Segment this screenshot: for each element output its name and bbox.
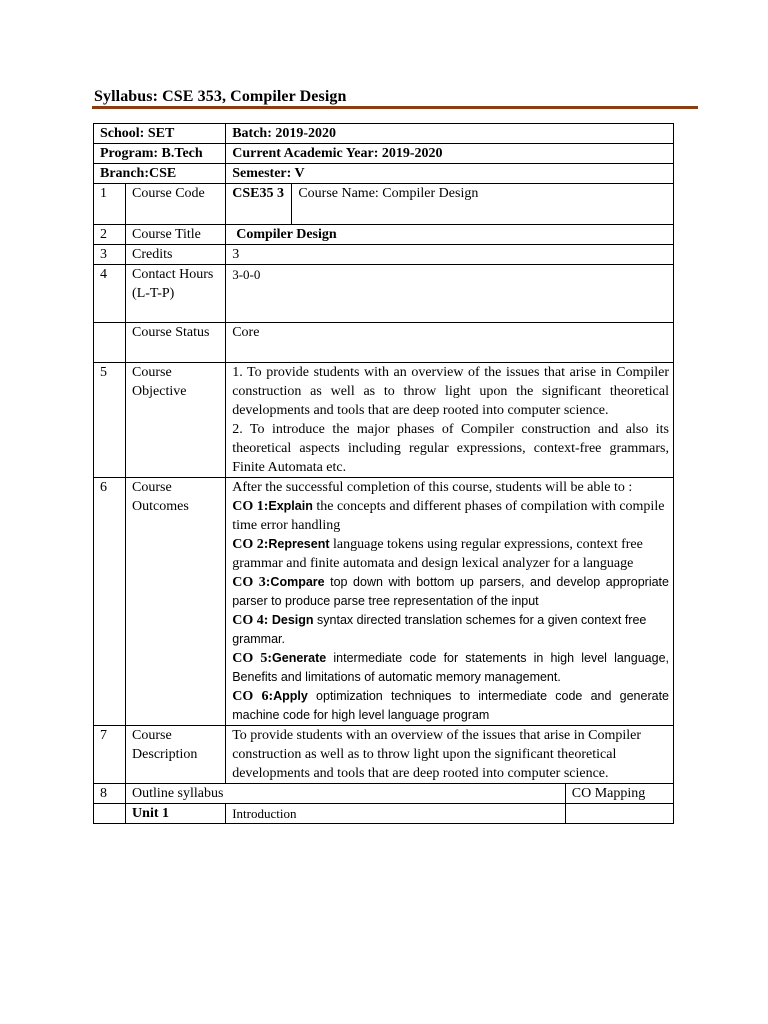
course-outcomes-value — [226, 478, 674, 726]
outcome-item — [232, 611, 669, 649]
table-row — [94, 363, 674, 478]
row-number: 6 — [94, 478, 126, 726]
school-cell: School: SET — [94, 124, 226, 144]
semester-cell: Semester: V — [226, 164, 674, 184]
course-code-value: CSE35 3 — [226, 184, 292, 225]
row-number: 8 — [94, 784, 126, 804]
branch-cell: Branch:CSE — [94, 164, 226, 184]
co-text: optimization techniques to intermediate code and generate machine code for high level language program — [232, 689, 669, 722]
co-text: language tokens using regular expressions, context free grammar and finite automata and design lexical analyzer for a language — [232, 537, 643, 571]
outcome-item — [232, 497, 669, 535]
co-verb: Design — [271, 613, 314, 627]
course-name-value: Course Name: Compiler Design — [292, 184, 674, 225]
table-row — [94, 726, 674, 784]
outcome-item — [232, 535, 669, 573]
co-id: CO 3: — [232, 575, 271, 590]
co-id: CO 5: — [232, 651, 273, 666]
co-text: top down with bottom up parsers, and develop appropriate parser to produce parse tree representation of the input — [232, 575, 669, 608]
row-label: Course Objective — [126, 363, 226, 478]
co-id: CO 1: — [232, 499, 269, 514]
row-label: Course Title — [126, 225, 226, 245]
course-objective-value — [226, 363, 674, 478]
table-row — [94, 478, 674, 726]
outcome-item — [232, 649, 669, 687]
table-row — [94, 225, 674, 245]
document-title: Syllabus: CSE 353, Compiler Design — [94, 88, 347, 105]
title-underline — [92, 106, 698, 109]
table-row — [94, 124, 674, 144]
outline-syllabus-label: Outline syllabus — [126, 784, 566, 804]
table-row — [94, 184, 674, 225]
table-row — [94, 323, 674, 363]
table-row — [94, 144, 674, 164]
contact-hours-value: 3-0-0 — [226, 265, 674, 323]
co-text: intermediate code for statements in high level language, Benefits and limitations of automatic memory management. — [232, 651, 669, 684]
row-label: Course Code — [126, 184, 226, 225]
outcome-item — [232, 573, 669, 611]
co-text: the concepts and different phases of compilation with compile time error handling — [232, 499, 665, 533]
outcomes-intro: After the successful completion of this course, students will be able to : — [232, 480, 633, 495]
row-number: 5 — [94, 363, 126, 478]
academic-year-cell: Current Academic Year: 2019-2020 — [226, 144, 674, 164]
row-label: Contact Hours (L-T-P) — [126, 265, 226, 323]
row-number: 7 — [94, 726, 126, 784]
outcome-item — [232, 687, 669, 725]
co-verb: Explain — [268, 499, 313, 513]
row-number: 3 — [94, 245, 126, 265]
table-row — [94, 265, 674, 323]
co-id: CO 2: — [232, 537, 269, 552]
row-number: 4 — [94, 265, 126, 323]
objective-item: 2. To introduce the major phases of Compiler construction and also its theoretical aspects including regular expressions, context-free grammars, Finite Automata etc. — [232, 422, 669, 475]
co-id: CO 4: — [232, 613, 272, 628]
row-number — [94, 804, 126, 824]
course-description-value: To provide students with an overview of the issues that arise in Compiler construction as well as to throw light upon the significant theoretical developments and tools that are deep rooted into computer science. — [226, 726, 674, 784]
table-row — [94, 784, 674, 804]
row-number — [94, 323, 126, 363]
row-label: Course Status — [126, 323, 226, 363]
objective-item: 1. To provide students with an overview of the issues that arise in Compiler construction as well as to throw light upon the significant theoretical developments and tools that are deep rooted into computer science. — [232, 365, 669, 418]
program-cell: Program: B.Tech — [94, 144, 226, 164]
row-number: 2 — [94, 225, 126, 245]
co-id: CO 6: — [232, 689, 274, 704]
unit-topic: Introduction — [226, 804, 566, 824]
co-text: syntax directed translation schemes for a given context free grammar. — [232, 613, 647, 646]
table-row — [94, 245, 674, 265]
row-label: Course Description — [126, 726, 226, 784]
credits-value: 3 — [226, 245, 674, 265]
co-mapping-header: CO Mapping — [565, 784, 673, 804]
co-verb: Compare — [270, 575, 325, 589]
course-status-value: Core — [226, 323, 674, 363]
co-verb: Represent — [268, 537, 330, 551]
co-verb: Generate — [272, 651, 327, 665]
batch-cell: Batch: 2019-2020 — [226, 124, 674, 144]
row-number: 1 — [94, 184, 126, 225]
row-label: Course Outcomes — [126, 478, 226, 726]
unit-co-mapping — [565, 804, 673, 824]
co-verb: Apply — [273, 689, 308, 703]
table-row — [94, 804, 674, 824]
table-row — [94, 164, 674, 184]
course-title-value: Compiler Design — [226, 225, 674, 245]
row-label: Credits — [126, 245, 226, 265]
unit-label: Unit 1 — [126, 804, 226, 824]
syllabus-table — [93, 123, 674, 824]
